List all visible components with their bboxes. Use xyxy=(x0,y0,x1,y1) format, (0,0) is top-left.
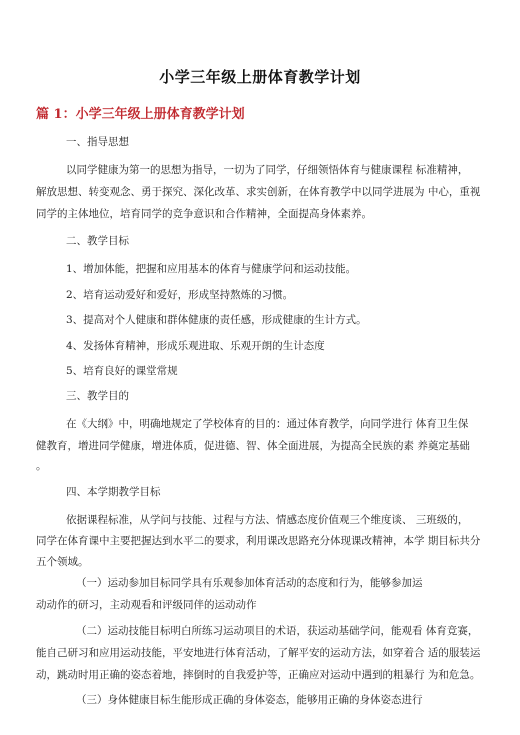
list-item: 5、培育良好的课堂常规 xyxy=(66,365,178,377)
paragraph-line: （三）身体健康目标生能形成正确的身体姿态，能够用正确的身体姿态进行 xyxy=(76,694,423,706)
list-item: 3、提高对个人健康和群体健康的责任感，形成健康的生计方式。 xyxy=(66,314,367,326)
paragraph-line: 健教育，增进同学健康，增进体质，促进德、智、体全面进展，为提高全民族的素 养奠定基础 xyxy=(36,440,470,452)
paragraph-line: 以同学健康为第一的思想为指导，一切为了同学，仔细领悟体育与健康课程 标准精神， xyxy=(66,164,469,176)
list-item: 2、培育运动爱好和爱好，形成坚持熬炼的习惯。 xyxy=(66,289,294,301)
paragraph-line: 在《大纲》中，明确地规定了学校体育的目的：通过体育教学，向同学进行 体育卫生保 xyxy=(66,418,469,430)
paragraph-line: 依据课程标准，从学问与技能、过程与方法、情感态度价值观三个维度谈、 三班级的， xyxy=(66,514,469,526)
paragraph-line: （二）运动技能目标明白所练习运动项目的术语，获运动基础学问，能观看 体育竞赛， xyxy=(76,625,479,637)
section-heading: 二、教学目标 xyxy=(66,235,129,247)
paragraph-line: （一）运动参加目标同学具有乐观参加体育活动的态度和行为，能够参加运 xyxy=(76,577,423,589)
paragraph-line: 动，跳动时用正确的姿态着地，摔倒时的自我爱护等，正确应对运动中遇到的粗暴行 为和危急。 xyxy=(36,669,481,681)
paragraph-line: 。 xyxy=(36,460,47,472)
section-heading: 四、本学期教学目标 xyxy=(66,486,161,498)
section-heading: 一、指导思想 xyxy=(66,136,129,148)
list-item: 4、发扬体育精神，形成乐观进取、乐观开朗的生计态度 xyxy=(66,340,325,352)
paragraph-line: 同学的主体地位，培育同学的竞争意识和合作精神，全面提高身体素养。 xyxy=(36,208,372,220)
paragraph-line: 能自己研习和应用运动技能，平安地进行体育活动，了解平安的运动方法，如穿着合 适的服装运 xyxy=(36,647,481,659)
paragraph-line: 解放思想、转变观念、勇于探究、深化改革、求实创新，在体育教学中以同学进展为 中心，重视 xyxy=(36,186,481,198)
paragraph-line: 同学在体育课中主要把握达到水平二的要求，利用课改思路充分体现课改精神，本学 期目标共分 xyxy=(36,535,481,547)
paragraph-line: 五个领域。 xyxy=(36,556,89,568)
section-heading: 三、教学目的 xyxy=(66,390,129,402)
list-item: 1、增加体能，把握和应用基本的体育与健康学问和运动技能。 xyxy=(66,263,357,275)
paragraph-line: 动动作的研习，主动观看和评级同伴的运动动作 xyxy=(36,599,257,611)
document-title: 小学三年级上册体育教学计划 xyxy=(159,68,361,86)
article-title: 篇 1：小学三年级上册体育教学计划 xyxy=(36,107,245,122)
